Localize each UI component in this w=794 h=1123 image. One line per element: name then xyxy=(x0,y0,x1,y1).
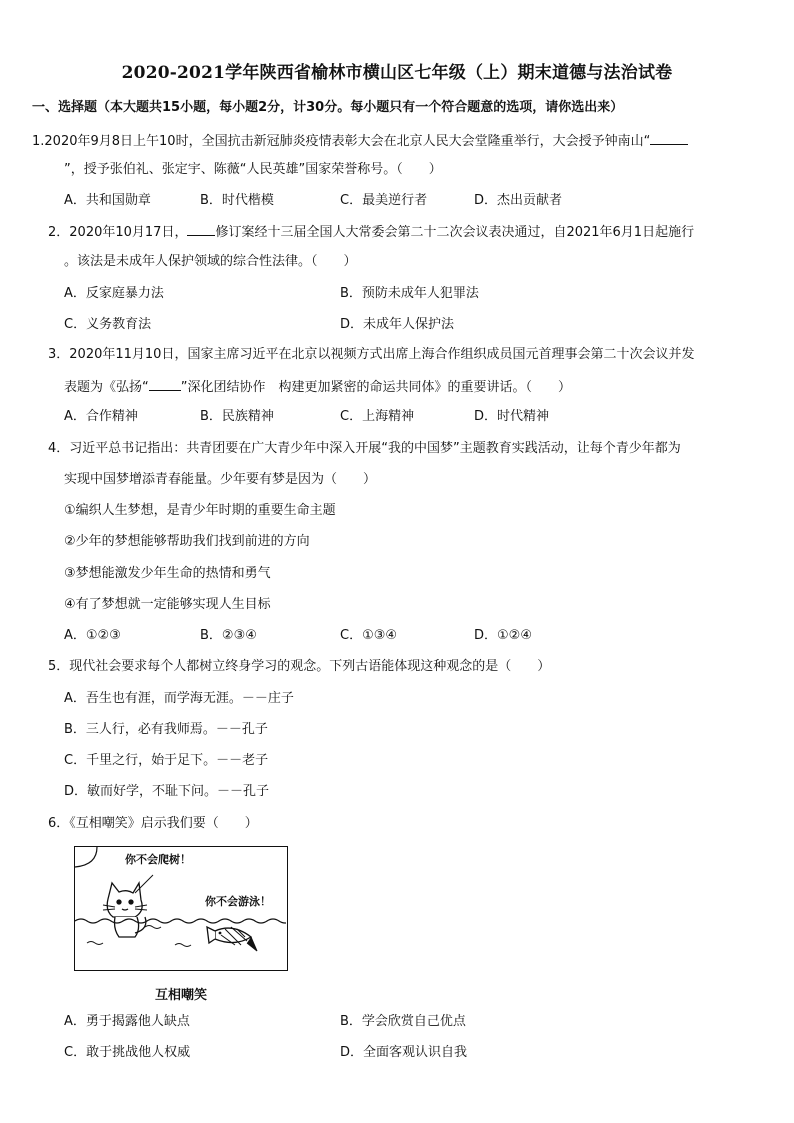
q3-option-d: D．时代精神 xyxy=(474,409,550,424)
q1-option-a: A．共和国勋章 xyxy=(64,193,151,208)
answer-blank xyxy=(149,377,181,391)
answer-blank xyxy=(650,131,688,145)
question-2-text-pre: 2．2020年10月17日， xyxy=(48,225,188,240)
q2-option-a: A．反家庭暴力法 xyxy=(64,286,164,301)
exam-title: 2020-2021学年陕西省榆林市横山区七年级（上）期末道德与法治试卷 xyxy=(121,63,673,83)
q5-option-d: D．敏而好学，不耻下问。－－孔子 xyxy=(64,784,270,799)
q4-option-d: D．①②④ xyxy=(474,628,532,643)
q3-option-b: B．民族精神 xyxy=(200,409,274,424)
cartoon-caption: 互相嘲笑 xyxy=(154,988,207,1003)
question-4-line-2: 实现中国梦增添青春能量。少年要有梦是因为（ ） xyxy=(64,472,377,487)
answer-blank xyxy=(187,222,215,236)
cat-icon xyxy=(103,883,147,937)
question-4-line-1: 4．习近平总书记指出：共青团要在广大青少年中深入开展“我的中国梦”主题教育实践活动，让每个青少年都为 xyxy=(48,441,681,456)
cat-speech: 你不会爬树！ xyxy=(125,853,191,866)
question-1-text: 1.2020年9月8日上午10时，全国抗击新冠肺炎疫情表彰大会在北京人民大会堂隆重举行，大会授予钟南山“ xyxy=(32,134,651,149)
question-3-line-2 xyxy=(64,377,571,397)
q6-option-c: C．敢于挑战他人权威 xyxy=(64,1045,191,1060)
question-2-line-1 xyxy=(48,222,694,242)
q3-option-c: C．上海精神 xyxy=(340,409,415,424)
q4-statement-1: ①编织人生梦想，是青少年时期的重要生命主题 xyxy=(64,503,336,518)
q1-option-c: C．最美逆行者 xyxy=(340,193,428,208)
q4-statement-4: ④有了梦想就一定能够实现人生目标 xyxy=(64,597,271,612)
q6-option-b: B．学会欣赏自己优点 xyxy=(340,1014,466,1029)
sun-icon xyxy=(75,847,97,867)
question-3-line-1: 3．2020年11月10日，国家主席习近平在北京以视频方式出席上海合作组织成员国元首理事会第二十次会议并发 xyxy=(48,347,695,362)
q4-option-c: C．①③④ xyxy=(340,628,398,643)
fish-icon xyxy=(207,927,257,951)
q2-option-c: C．义务教育法 xyxy=(64,317,152,332)
section-heading: 一、选择题（本大题共15小题，每小题2分，计30分。每小题只有一个符合题意的选项，请你选出来） xyxy=(32,100,624,115)
q4-option-b: B．②③④ xyxy=(200,628,257,643)
q5-option-c: C．千里之行，始于足下。－－老子 xyxy=(64,753,269,768)
q5-option-a: A．吾生也有涯，而学海无涯。－－庄子 xyxy=(64,691,294,706)
question-3-text-pre: 表题为《弘扬“ xyxy=(64,380,149,395)
q4-statement-2: ②少年的梦想能够帮助我们找到前进的方向 xyxy=(64,534,310,549)
q2-option-b: B．预防未成年人犯罪法 xyxy=(340,286,479,301)
question-2-line-2: 。该法是未成年人保护领域的综合性法律。（ ） xyxy=(64,254,357,269)
q6-option-d: D．全面客观认识自我 xyxy=(340,1045,468,1060)
q4-statement-3: ③梦想能激发少年生命的热情和勇气 xyxy=(64,566,271,581)
q4-option-a: A．①②③ xyxy=(64,628,121,643)
question-3-text-post: ”深化团结协作 构建更加紧密的命运共同体》的重要讲话。（ ） xyxy=(180,380,571,395)
q2-option-d: D．未成年人保护法 xyxy=(340,317,455,332)
question-2-text-post: 修订案经十三届全国人大常委会第二十二次会议表决通过，自2021年6月1日起施行 xyxy=(215,225,695,240)
q1-option-b: B．时代楷模 xyxy=(200,193,274,208)
question-6-line-1: 6．《互相嘲笑》启示我们要（ ） xyxy=(48,816,258,831)
question-5-line-1: 5．现代社会要求每个人都树立终身学习的观念。下列古语能体现这种观念的是（ ） xyxy=(48,659,551,674)
water-surface xyxy=(75,919,286,923)
cartoon-illustration xyxy=(75,847,286,969)
cartoon-image xyxy=(74,846,288,971)
q1-option-d: D．杰出贡献者 xyxy=(474,193,563,208)
question-1-line-2: ”，授予张伯礼、张定宇、陈薇“人民英雄”国家荣誉称号。（ ） xyxy=(64,162,442,177)
fish-speech: 你不会游泳！ xyxy=(205,895,271,908)
question-1-line-1 xyxy=(32,131,688,151)
q5-option-b: B．三人行，必有我师焉。－－孔子 xyxy=(64,722,268,737)
q6-option-a: A．勇于揭露他人缺点 xyxy=(64,1014,190,1029)
q3-option-a: A．合作精神 xyxy=(64,409,138,424)
